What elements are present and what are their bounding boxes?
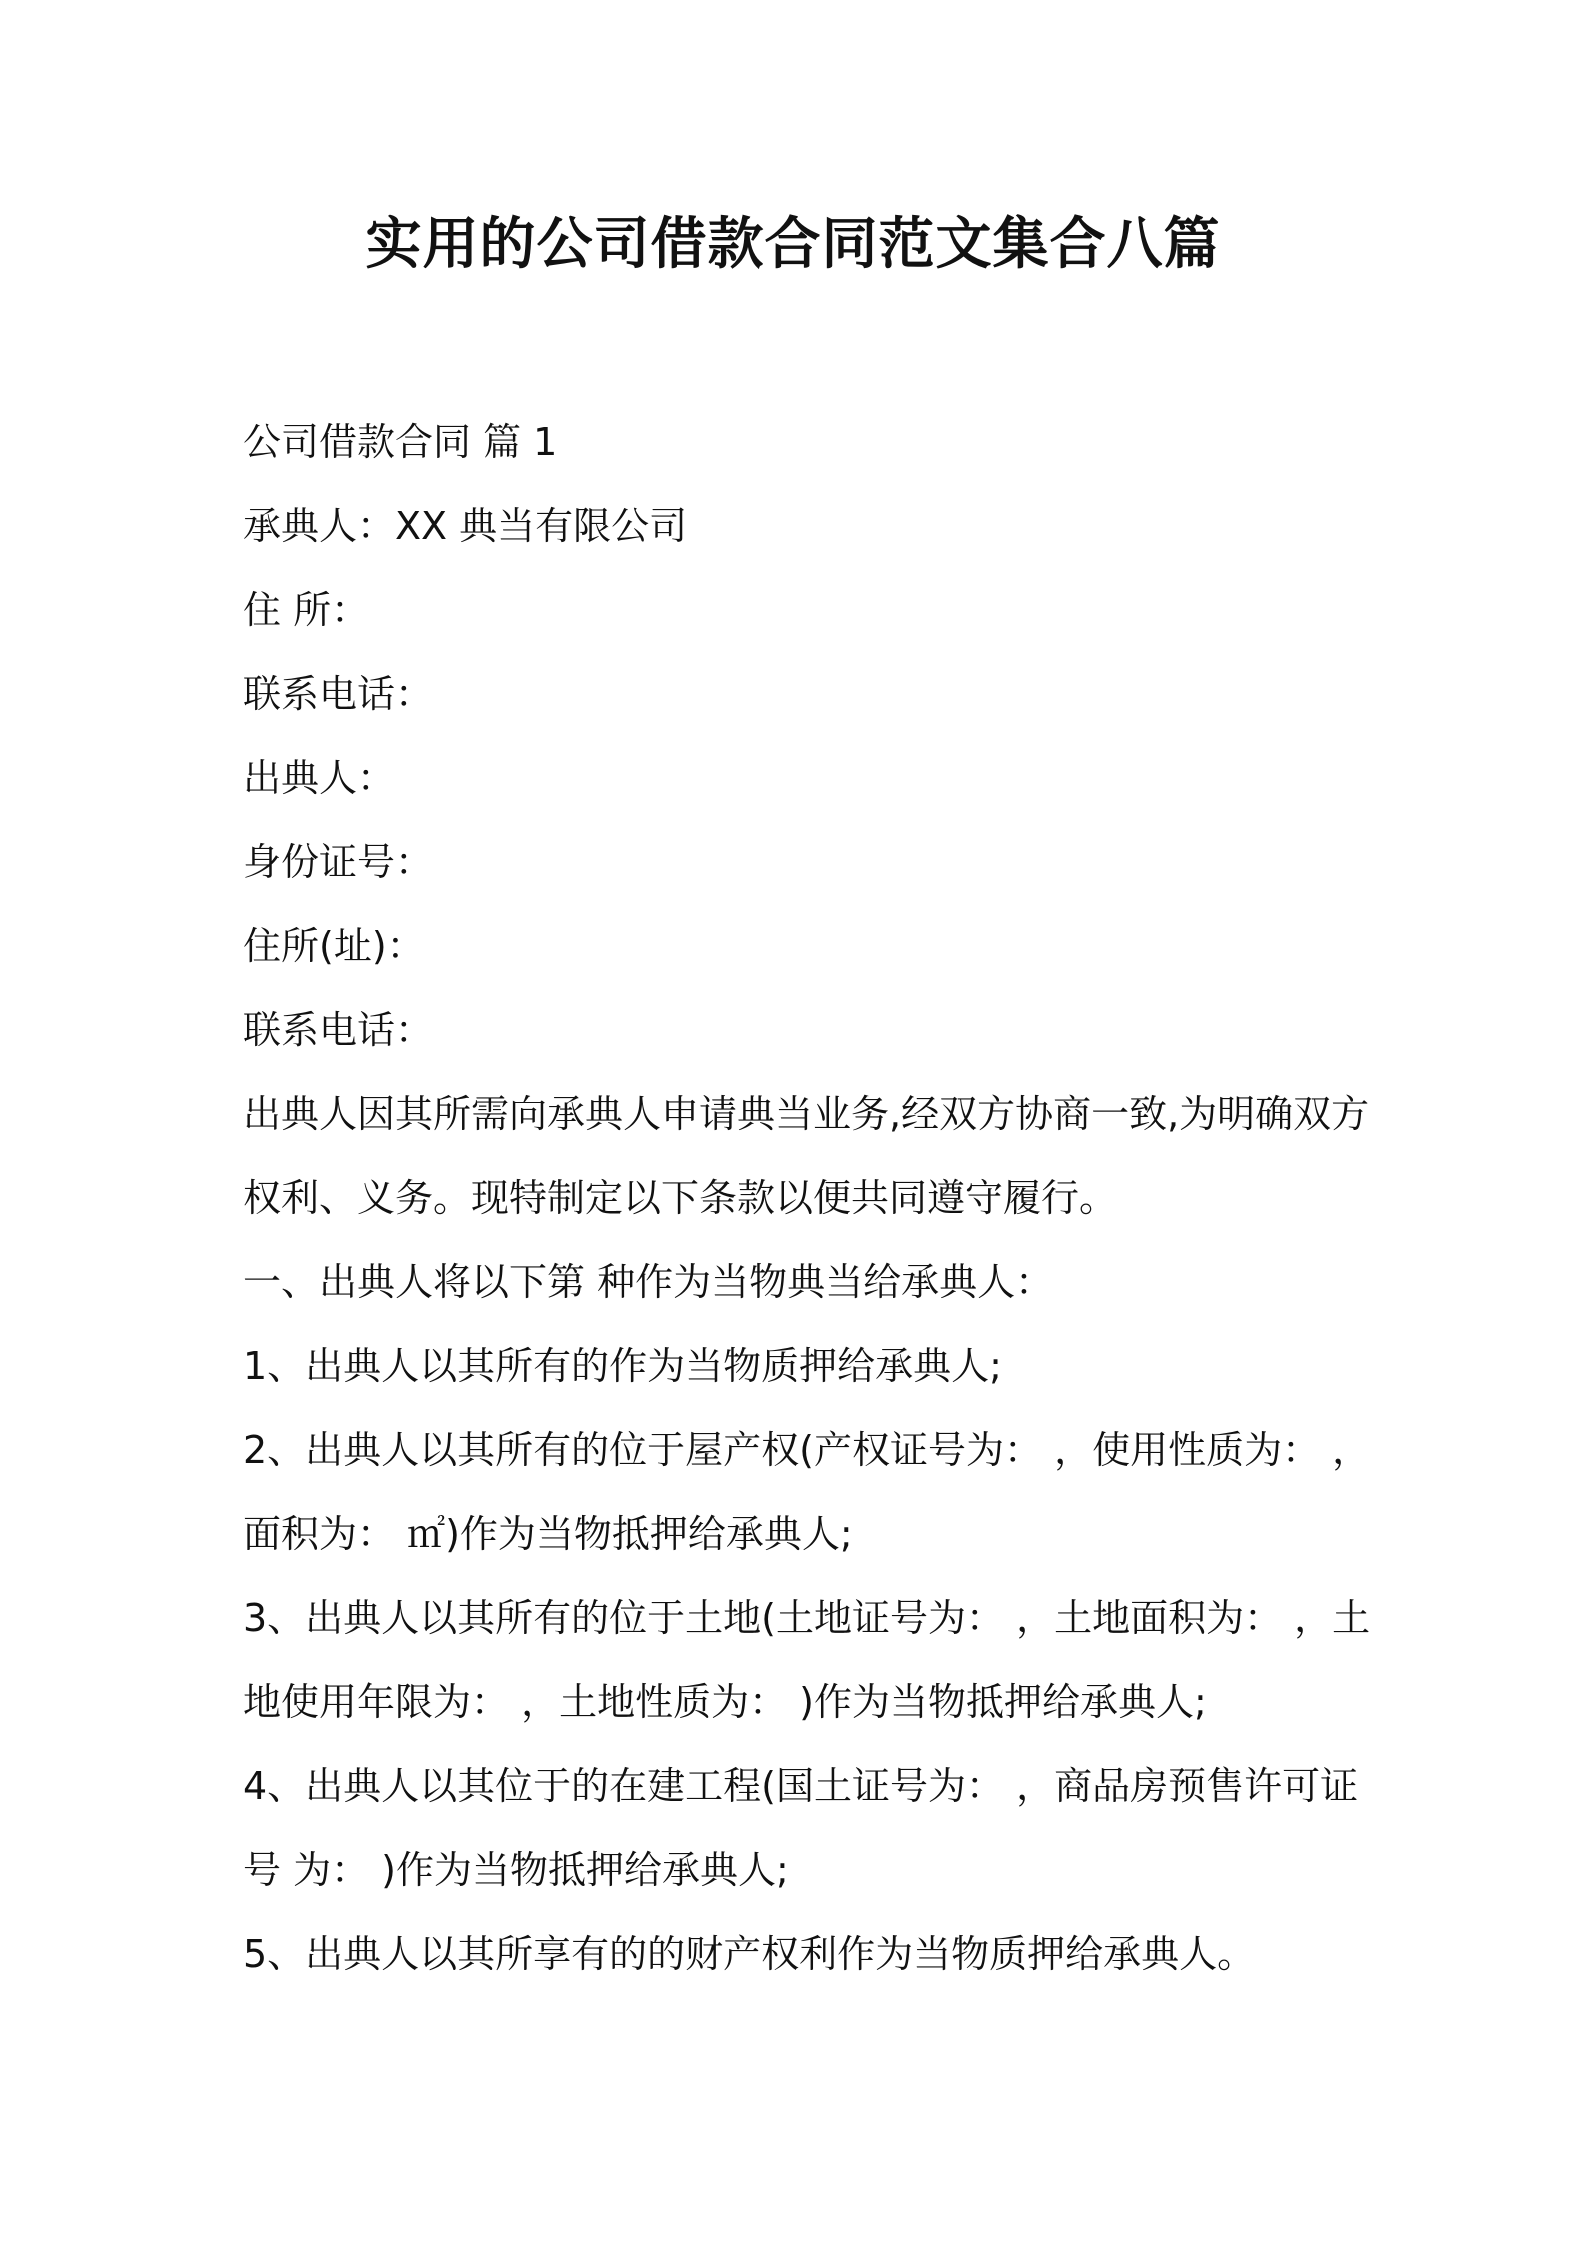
- clause-item: 3、出典人以其所有的位于土地(土地证号为： ，土地面积为： ，土: [243, 1596, 1371, 1640]
- pawnor-phone-line: 联系电话：: [243, 1008, 434, 1052]
- document-body: [243, 400, 1371, 1996]
- pawnee-address-line: 住 所：: [243, 588, 370, 632]
- clause-item-continued: 号 为： )作为当物抵押给承典人;: [243, 1848, 789, 1892]
- paragraph-line: 出典人因其所需向承典人申请典当业务,经双方协商一致,为明确双方: [243, 1092, 1370, 1136]
- pawnor-line: 出典人：: [243, 756, 396, 800]
- pawnor-id-line: 身份证号：: [243, 840, 434, 884]
- clause-item-continued: 面积为： ㎡)作为当物抵押给承典人;: [243, 1512, 853, 1556]
- pawnee-phone-line: 联系电话：: [243, 672, 434, 716]
- document-title: 实用的公司借款合同范文集合八篇: [365, 212, 1221, 277]
- pawnor-address-line: 住所(址)：: [243, 924, 425, 968]
- clause-heading: 一、出典人将以下第 种作为当物典当给承典人：: [243, 1260, 1054, 1304]
- clause-item: 2、出典人以其所有的位于屋产权(产权证号为： ，使用性质为： ，: [243, 1428, 1371, 1472]
- clause-item: 5、出典人以其所享有的的财产权利作为当物质押给承典人。: [243, 1932, 1256, 1976]
- section-heading: 公司借款合同 篇 1: [243, 420, 558, 464]
- paragraph-line: 权利、义务。现特制定以下条款以便共同遵守履行。: [243, 1176, 1118, 1220]
- clause-item: 1、出典人以其所有的作为当物质押给承典人;: [243, 1344, 1002, 1388]
- pawnee-line: 承典人：XX 典当有限公司: [243, 504, 688, 548]
- clause-item: 4、出典人以其位于的在建工程(国土证号为： ，商品房预售许可证: [243, 1764, 1359, 1808]
- clause-item-continued: 地使用年限为： ，土地性质为： )作为当物抵押给承典人;: [243, 1680, 1207, 1724]
